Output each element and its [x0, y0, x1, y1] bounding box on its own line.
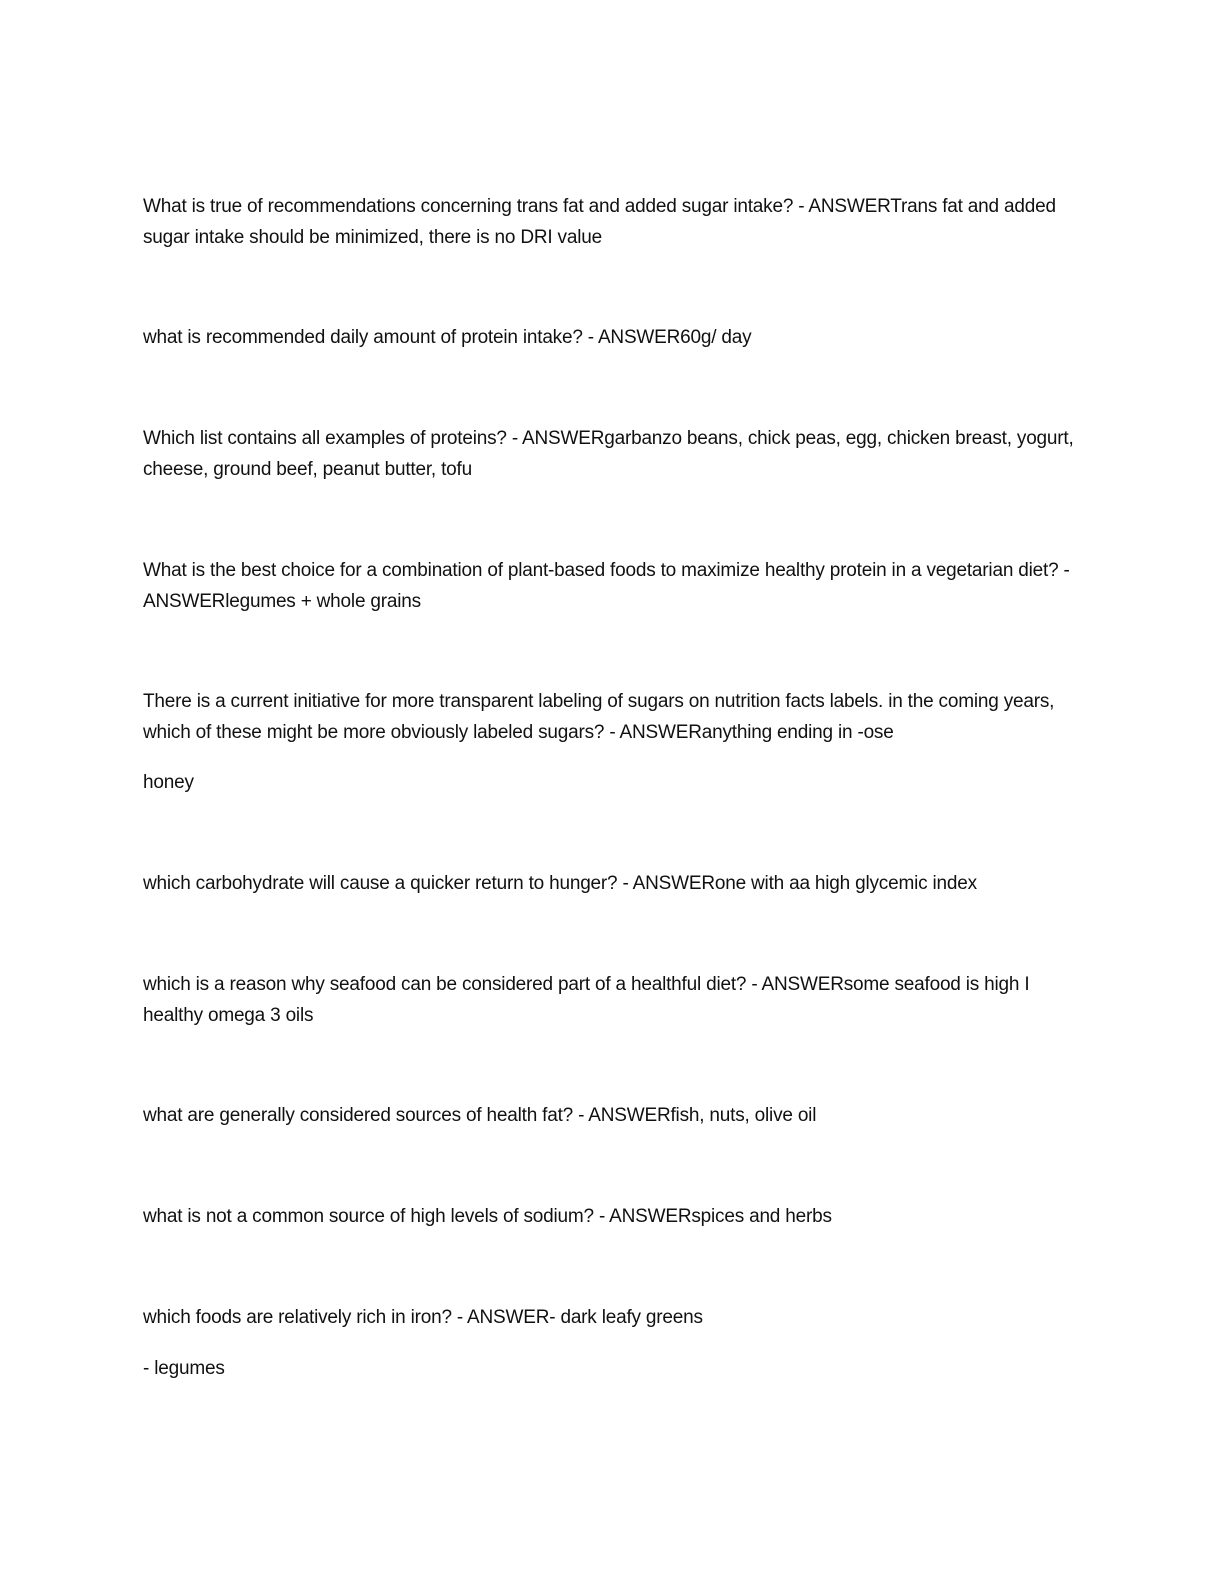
- qa-paragraph-6: which carbohydrate will cause a quicker return to hunger? - ANSWERone with aa high glycemic index: [143, 873, 977, 894]
- qa-paragraph-10: which foods are relatively rich in iron? - ANSWER- dark leafy greens: [143, 1307, 703, 1328]
- qa-paragraph-8: what are generally considered sources of health fat? - ANSWERfish, nuts, olive oil: [143, 1105, 817, 1126]
- qa-paragraph-9: what is not a common source of high levels of sodium? - ANSWERspices and herbs: [143, 1206, 832, 1227]
- qa-paragraph-5: There is a current initiative for more transparent labeling of sugars on nutrition facts labels. in the coming years, which of these might be more obviously labeled sugars? - ANSWERanything ending in -ose: [143, 691, 1055, 743]
- qa-paragraph-10-continued: - legumes: [143, 1358, 225, 1379]
- qa-paragraph-4: What is the best choice for a combination of plant-based foods to maximize healthy protein in a vegetarian diet? - ANSWERlegumes + whole grains: [143, 560, 1070, 612]
- qa-paragraph-7: which is a reason why seafood can be considered part of a healthful diet? - ANSWERsome seafood is high I healthy omega 3 oils: [143, 974, 1030, 1026]
- qa-paragraph-3: Which list contains all examples of proteins? - ANSWERgarbanzo beans, chick peas, egg, chicken breast, yogurt, cheese, ground beef, peanut butter, tofu: [143, 428, 1074, 480]
- qa-paragraph-2: what is recommended daily amount of protein intake? - ANSWER60g/ day: [143, 327, 752, 348]
- qa-paragraph-1: What is true of recommendations concerning trans fat and added sugar intake? - ANSWERTrans fat and added sugar intake should be minimized, there is no DRI value: [143, 196, 1056, 248]
- qa-paragraph-5-continued: honey: [143, 772, 194, 793]
